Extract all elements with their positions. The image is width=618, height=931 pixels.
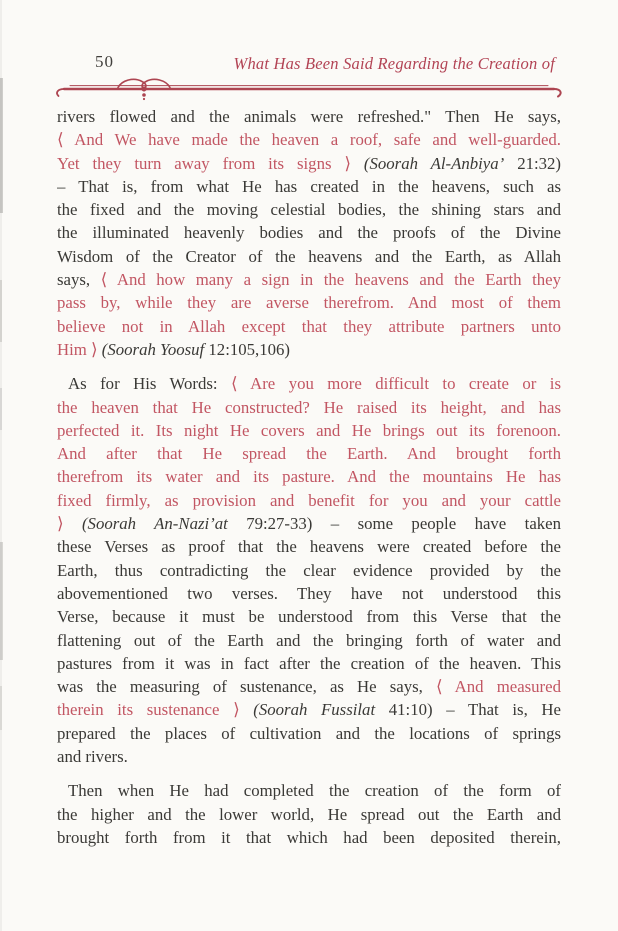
body-text [57,105,561,849]
text-line [57,221,561,244]
text-line [57,779,561,802]
text-line [57,582,561,605]
text-line [57,803,561,826]
scan-artifact [0,0,2,931]
text-line [57,315,561,338]
quran-quote-text: therefrom its water and its pasture. And the mountains He has [57,467,561,487]
body-segment: Earth, thus contradicting the clear evidence provided by the [57,560,561,580]
scan-artifact [0,280,2,342]
text-line [57,826,561,849]
quran-quote-text: believe not in Allah except that they attribute partners unto [57,316,561,336]
text-line [57,175,561,198]
soorah-reference: (Soorah Yoosuf [101,339,205,359]
text-line [57,698,561,721]
quran-quote-text: the heaven that He constructed? He raised its height, and has [57,397,561,417]
text-line [57,291,561,314]
text-line [57,745,561,768]
body-segment: Verse, because it must be understood from this Verse that the [57,607,561,627]
text-line [57,652,561,675]
body-segment: the fixed and the moving celestial bodies, the shining stars and [57,200,561,220]
body-segment: – That is, from what He has created in the heavens, such as [57,176,561,196]
quran-quote-text: perfected it. Its night He covers and He brings out its forenoon. [57,420,561,440]
quran-quote-text: ⟨ And We have made the heaven a roof, safe and well-guarded. [57,130,561,150]
scan-artifact [0,542,3,660]
quran-quote-text: ⟨ Are you more difficult to create or is [231,374,561,394]
body-segment: Then when He had completed the creation of the form of [68,781,561,801]
text-line [57,128,561,151]
text-line [57,489,561,512]
body-segment: Wisdom of the Creator of the heavens and the Earth, as Allah [57,246,561,266]
text-line [57,198,561,221]
body-segment: rivers flowed and the animals were refreshed." Then He says, [57,107,561,126]
quran-quote-text: Him ⟩ [57,339,102,359]
body-segment: prepared the places of cultivation and the locations of springs [57,723,561,743]
text-line [57,675,561,698]
body-segment: flattening out of the Earth and the bringing forth of water and [57,630,561,650]
body-segment: 21:32) [504,153,561,173]
body-segment: As for His Words: [68,374,232,394]
text-line [57,396,561,419]
scan-artifact [0,686,2,730]
text-line [57,419,561,442]
body-segment: was the measuring of sustenance, as He says, [57,677,436,697]
body-segment: brought forth from it that which had been deposited therein, [57,827,561,847]
running-header-title: What Has Been Said Regarding the Creation of [233,54,555,73]
text-line [57,442,561,465]
body-segment: 12:105,106) [204,339,290,359]
text-line [57,268,561,291]
text-line [57,105,561,128]
text-line [57,605,561,628]
body-segment: these Verses as proof that the heavens were created before the [57,537,561,557]
text-line [57,535,561,558]
body-segment: 41:10) – That is, He [375,700,561,720]
body-segment: the illuminated heavenly bodies and the proofs of the Divine [57,223,561,243]
body-segment: says, [57,270,101,290]
text-line [57,629,561,652]
text-line [57,559,561,582]
text-line [57,245,561,268]
quran-quote-text: pass by, while they are averse therefrom. And most of them [57,293,561,313]
page-number: 50 [95,52,114,71]
text-line [57,722,561,745]
text-line [57,512,561,535]
scan-artifact [0,388,2,430]
quran-quote-text: And after that He spread the Earth. And brought forth [57,444,561,464]
text-line [57,465,561,488]
soorah-reference: (Soorah An-Nazi’at [81,514,228,534]
quran-quote-text: therein its sustenance ⟩ [57,700,254,720]
quran-quote-text: Yet they turn away from its signs ⟩ [57,153,364,173]
quran-quote-text: ⟨ And how many a sign in the heavens and the Earth they [100,270,561,290]
quran-quote-text: ⟨ And measured [435,677,561,697]
body-segment: the higher and the lower world, He spread out the Earth and [57,804,561,824]
text-line [57,338,561,361]
body-segment: abovementioned two verses. They have not understood this [57,583,561,603]
body-segment: pastures from it was in fact after the creation of the heaven. This [57,653,561,673]
text-line [57,152,561,175]
header-divider-ornament [0,69,618,103]
quran-quote-text: fixed firmly, as provision and benefit for you and your cattle [57,490,561,510]
body-segment: 79:27-33) – some people have taken [227,514,561,534]
text-line [57,372,561,395]
soorah-reference: (Soorah Fussilat [253,700,376,720]
body-segment: and rivers. [57,747,128,767]
soorah-reference: (Soorah Al-Anbiya’ [363,153,505,173]
quran-quote-text: ⟩ [57,514,82,534]
